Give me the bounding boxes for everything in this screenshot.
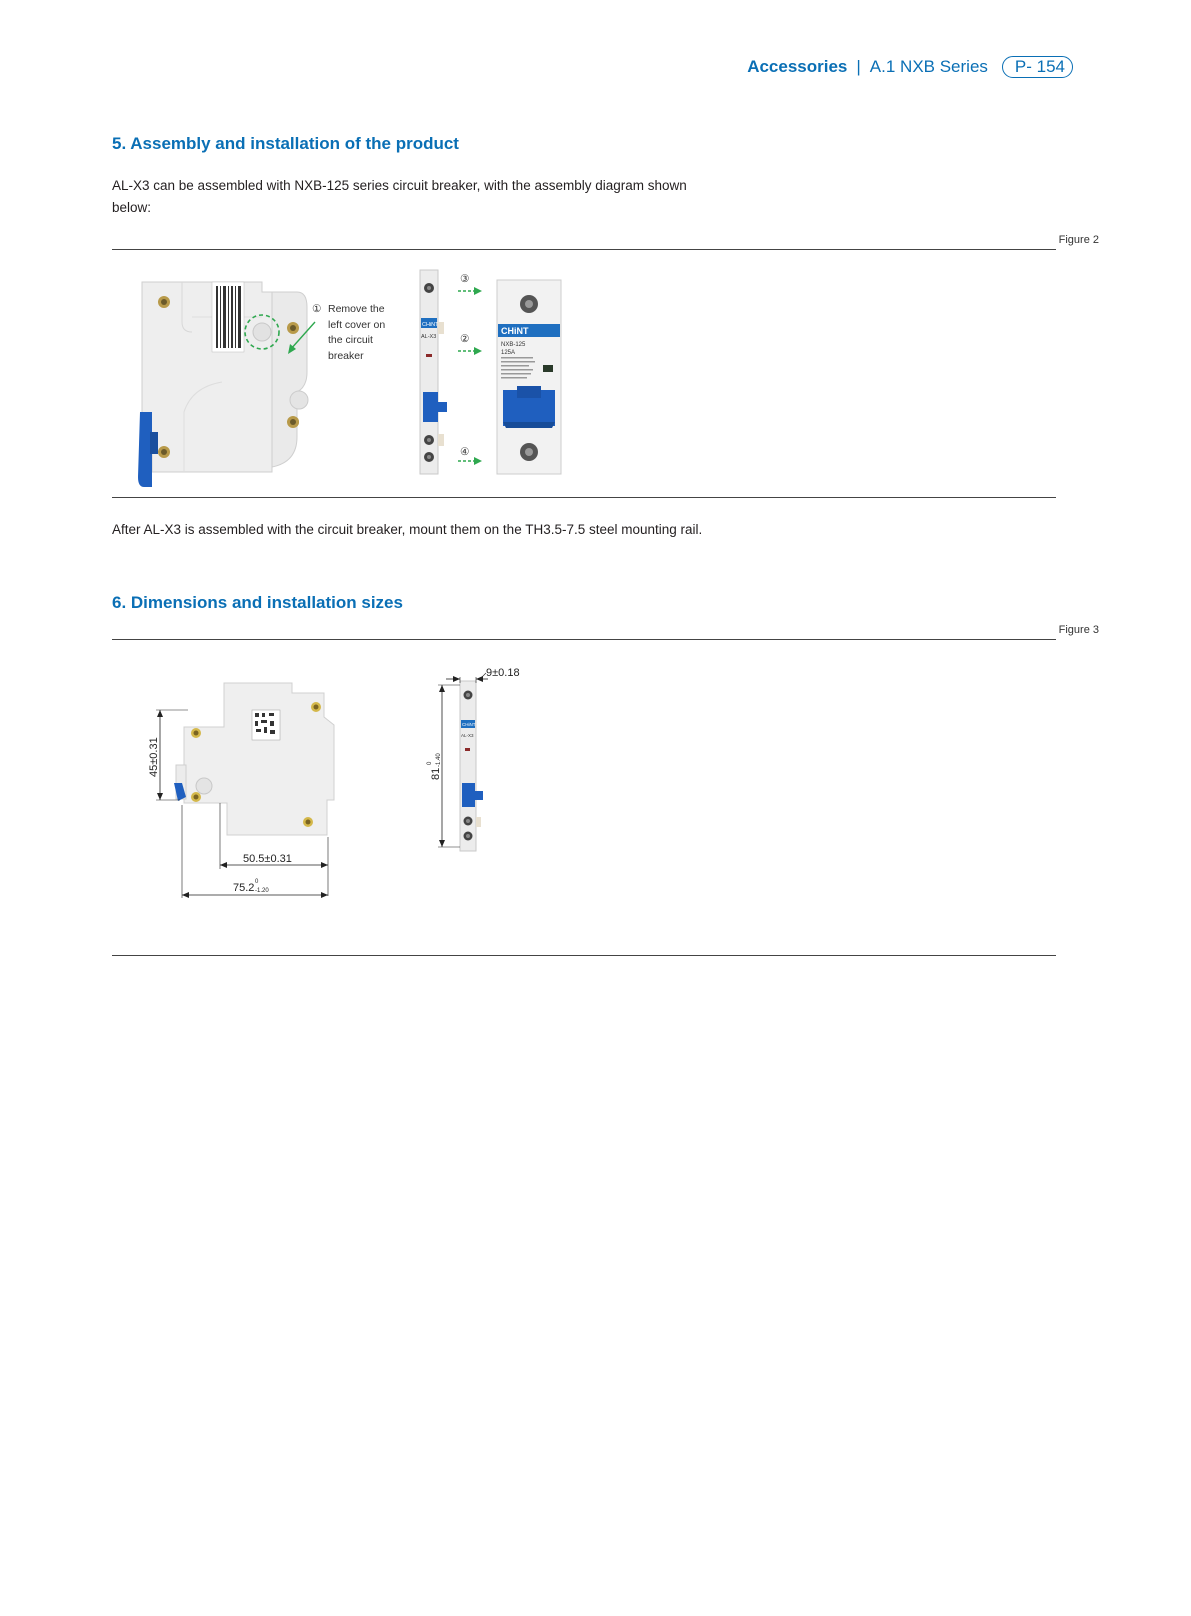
breaker-dimension-view: [174, 683, 334, 835]
nxb-rating-label: 125A: [501, 350, 516, 356]
dim-width-50-5: 50.5±0.31: [243, 853, 292, 865]
header-section: Accessories: [747, 57, 848, 76]
section-5-intro: AL-X3 can be assembled with NXB-125 series circuit breaker, with the assembly diagram shown below:: [112, 178, 687, 215]
page-number-badge: P- 154: [1002, 56, 1073, 78]
figure-3-top-rule: [112, 639, 1056, 640]
dim-accessory-width: 9±0.18: [486, 667, 520, 679]
step-1-line-4: breaker: [328, 350, 364, 362]
dim-width-75-2: 75.2: [233, 882, 255, 894]
dim-height-45: 45±0.31: [148, 737, 160, 777]
step-1-marker: ①: [312, 303, 322, 315]
dimension-drawing: [112, 655, 572, 925]
section-6-title: 6. Dimensions and installation sizes: [112, 593, 403, 612]
step-1-line-3: the circuit: [328, 334, 373, 346]
figure-2-label: Figure 2: [1058, 234, 1099, 246]
al-x3-dimension-view: [460, 681, 483, 851]
al-x3-front-view: [420, 270, 447, 474]
figure-2-bottom-rule: [112, 497, 1056, 498]
figure-3-bottom-rule: [112, 955, 1056, 956]
dim-accessory-height: 81: [430, 767, 442, 780]
header-series: A.1 NXB Series: [869, 57, 988, 76]
step-2-marker: ②: [460, 333, 470, 345]
figure-3-label: Figure 3: [1058, 624, 1099, 636]
dim-accessory-height-tol-lower: -1.40: [436, 753, 442, 767]
nxb-brand-label: CHiNT: [501, 326, 529, 336]
section-5-after-text: After AL-X3 is assembled with the circuit breaker, mount them on the TH3.5-7.5 steel mounting rail.: [112, 522, 703, 537]
al-x3-brand-label: CHiNT: [422, 322, 439, 328]
breaker-side-view: [138, 282, 315, 487]
step-1-line-2: left cover on: [328, 319, 386, 331]
section-5-title: 5. Assembly and installation of the product: [112, 134, 459, 153]
dim-accessory-height-tol-upper: 0: [427, 761, 433, 765]
assembly-diagram: [112, 262, 612, 502]
al-x3-model-label: AL-X3: [421, 334, 437, 340]
header-separator: |: [856, 57, 861, 76]
nxb-model-label: NXB-125: [501, 342, 526, 348]
step-3-marker: ③: [460, 273, 470, 285]
nxb-125-front-view: [497, 280, 561, 474]
al-x3-dim-model: AL-X3: [461, 733, 474, 738]
al-x3-dim-brand: CHiNT: [462, 722, 476, 727]
step-4-marker: ④: [460, 446, 470, 458]
step-1-line-1: Remove the: [328, 303, 385, 315]
dim-width-75-2-tol-lower: -1.20: [255, 888, 269, 894]
figure-2-top-rule: [112, 249, 1056, 250]
page-header: [747, 56, 1073, 78]
dim-width-75-2-tol-upper: 0: [255, 879, 259, 885]
